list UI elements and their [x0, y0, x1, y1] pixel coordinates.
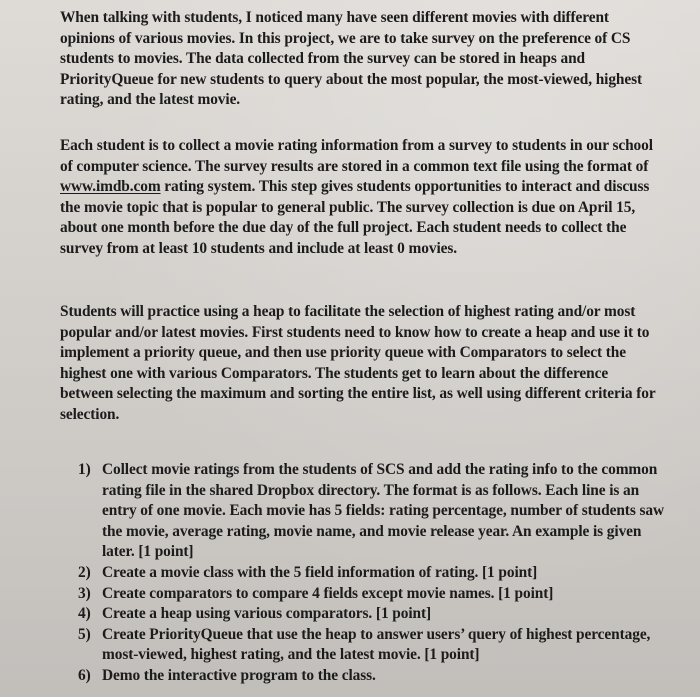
paragraph-survey-text-start: Each student is to collect a movie rating information from a survey to students in our school of computer science. The survey results are stored in a common text file using the format of [60, 137, 653, 175]
task-number: 3) [78, 584, 91, 602]
task-item [78, 604, 668, 625]
task-number: 1) [78, 461, 91, 478]
task-number: 6) [78, 666, 91, 684]
task-text: Create a movie class with the 5 field information of rating. [1 point] [102, 563, 538, 581]
paragraph-heap: Students will practice using a heap to facilitate the selection of highest rating and/or most popular and/or latest movies. First students need to know how to create a heap and use it to implement a priority queue, and then use priority queue with Comparators to select the highest one with various Comparators. The students get to learn about the difference between selecting the maximum and sorting the entire list, as well using different criteria for selection. [60, 303, 656, 423]
task-number: 4) [78, 605, 91, 623]
task-item [78, 584, 668, 605]
task-text: Create PriorityQueue that use the heap to answer users’ query of highest percentage, most-viewed, highest rating, and the latest movie. [1 point] [102, 625, 651, 664]
imdb-link[interactable]: www.imdb.com [60, 178, 161, 196]
task-text: Collect movie ratings from the students of SCS and add the rating info to the common rating file in the shared Dropbox directory. The format is as follows. Each line is an entry of one movie. Each movie has 5 fields: rating percentage, number of students saw the movie, average rating, movie name, and movie release year. An example is given later. [1 point] [102, 461, 664, 561]
paragraph-survey-text-end: rating system. This step gives students opportunities to interact and discuss the movie topic that is popular to general public. The survey collection is due on April 15, about one month before the due day of the full project. Each student needs to collect the survey from at least 10 students and include at least 0 movies. [60, 178, 650, 257]
task-number: 5) [78, 625, 91, 643]
task-text: Demo the interactive program to the class. [102, 666, 376, 684]
task-item [78, 563, 668, 584]
task-text: Create a heap using various comparators. [1 point] [102, 605, 432, 623]
paragraph-intro: When talking with students, I noticed many have seen different movies with different opinions of various movies. In this project, we are to take survey on the preference of CS students to movies. The data collected from the survey can be stored in heaps and PriorityQueue for new students to query about the most popular, the most-viewed, highest rating, and the latest movie. [60, 9, 643, 109]
task-list [78, 460, 668, 687]
paragraph-survey [60, 136, 660, 260]
task-item [78, 666, 668, 687]
task-text: Create comparators to compare 4 fields except movie names. [1 point] [102, 584, 554, 602]
task-item [78, 460, 668, 563]
task-item [78, 625, 668, 666]
task-number: 2) [78, 563, 91, 581]
